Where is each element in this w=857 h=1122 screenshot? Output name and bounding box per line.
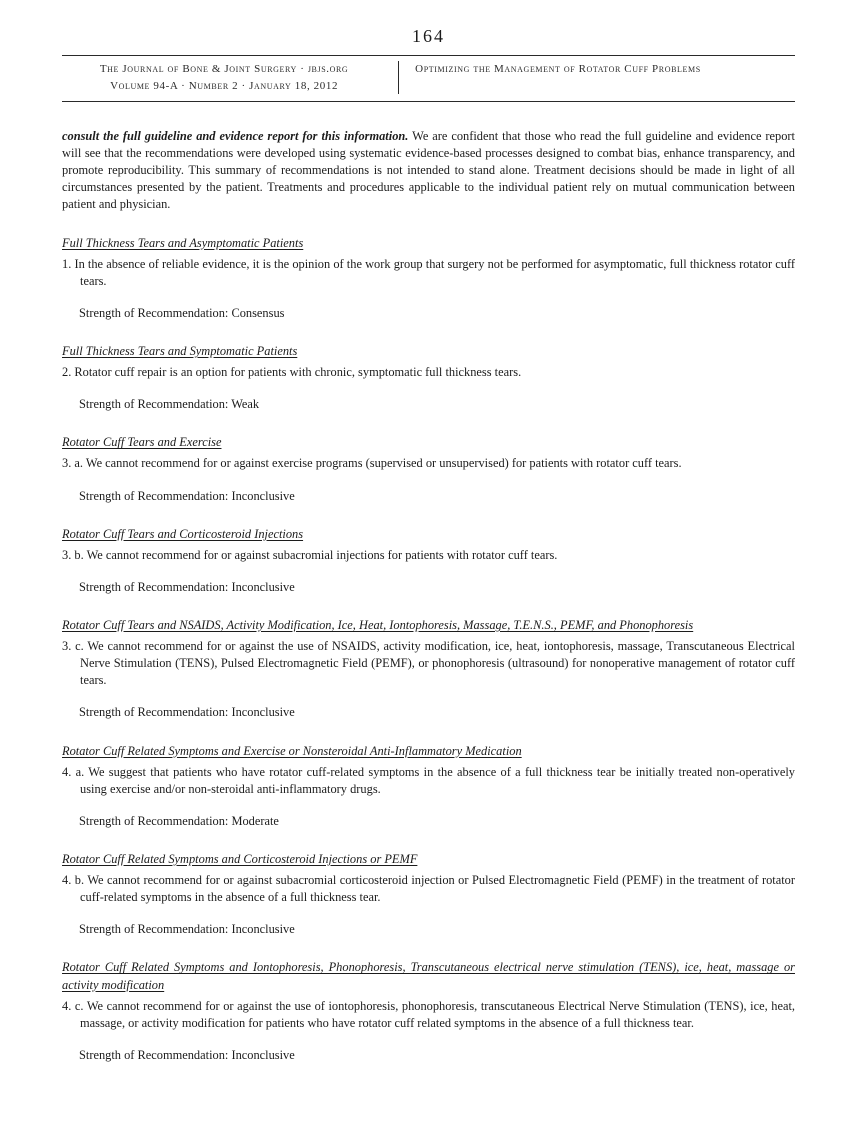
journal-masthead [62, 61, 399, 94]
page-number: 164 [412, 26, 445, 46]
journal-volume-line: Volume 94-A · Number 2 · January 18, 2012 [110, 79, 339, 92]
recommendation-section [62, 343, 795, 413]
recommendation-section [62, 235, 795, 322]
intro-paragraph [62, 128, 795, 214]
item-text: We suggest that patients who have rotator cuff-related symptoms in the absence of a full thickness tear be initially treated non-operatively using exercise and/or non-steroidal anti-inflammatory drugs. [80, 764, 795, 796]
intro-lead: consult the full guideline and evidence report for this information. [62, 129, 409, 143]
strength-line: Strength of Recommendation: Consensus [79, 305, 285, 320]
item-text: Rotator cuff repair is an option for patients with chronic, symptomatic full thickness tears. [74, 365, 522, 380]
recommendation-section [62, 617, 795, 722]
recommendation-section [62, 743, 795, 830]
item-number: 3. a. [62, 456, 83, 471]
item-text: In the absence of reliable evidence, it is the opinion of the work group that surgery not be performed for asymptomatic, full thickness rotator cuff tears. [74, 256, 795, 288]
strength-line: Strength of Recommendation: Inconclusive [79, 705, 295, 720]
strength-line: Strength of Recommendation: Weak [79, 397, 260, 412]
recommendation-item [62, 455, 795, 472]
item-number: 2. [62, 365, 72, 380]
recommendation-item [62, 256, 795, 290]
section-heading: Rotator Cuff Related Symptoms and Corticosteroid Injections or PEMF [62, 851, 418, 866]
item-number: 3. b. [62, 547, 84, 562]
section-heading: Rotator Cuff Tears and Corticosteroid Injections [62, 526, 304, 541]
header-rule-bottom [62, 101, 795, 102]
recommendation-section [62, 434, 795, 504]
recommendation-item [62, 547, 795, 564]
recommendation-item [62, 364, 795, 381]
section-heading: Rotator Cuff Tears and Exercise [62, 435, 222, 450]
section-heading: Rotator Cuff Related Symptoms and Exercise or Nonsteroidal Anti-Inflammatory Medication [62, 743, 522, 758]
journal-name-line: The Journal of Bone & Joint Surgery · jbjs.org [99, 63, 349, 75]
item-number: 1. [62, 256, 72, 271]
recommendation-item [62, 998, 795, 1032]
item-text: We cannot recommend for or against exercise programs (supervised or unsupervised) for patients with rotator cuff tears. [85, 456, 682, 471]
section-heading: Rotator Cuff Related Symptoms and Iontophoresis, Phonophoresis, Transcutaneous electrical nerve stimulation (TENS), ice, heat, massage or activity modification [62, 960, 795, 992]
item-number: 4. b. [62, 873, 85, 888]
item-text: We cannot recommend for or against the use of iontophoresis, phonophoresis, transcutaneous Electrical Nerve Stimulation (TENS), ice, heat, massage, or activity modification for patients who have rotator cuff related symptoms in the absence of a full thickness tear. [80, 998, 795, 1030]
recommendation-section [62, 959, 795, 1064]
item-text: We cannot recommend for or against subacromial injections for patients with rotator cuff tears. [86, 547, 558, 562]
recommendation-section [62, 851, 795, 938]
strength-line: Strength of Recommendation: Inconclusive [79, 922, 295, 937]
recommendation-item [62, 638, 795, 689]
item-text: We cannot recommend for or against subacromial corticosteroid injection or Pulsed Electromagnetic Field (PEMF) in the treatment of rotator cuff-related symptoms in the absence of a full thickness tear. [80, 873, 795, 905]
section-heading: Full Thickness Tears and Symptomatic Patients [62, 343, 298, 358]
recommendation-item [62, 764, 795, 798]
item-number: 4. c. [62, 998, 84, 1013]
strength-line: Strength of Recommendation: Moderate [79, 813, 279, 828]
item-number: 3. c. [62, 639, 84, 654]
intro-text: We are confident that those who read the full guideline and evidence report will see that the recommendations were developed using systematic evidence-based processes designed to combat bias, enhance transparency, and promote reproducibility. This summary of recommendations is not intended to stand alone. Treatment decisions should be made in light of all circumstances presented by the patient. Treatments and procedures applicable to the individual patient rely on mutual communication between patient and physician. [62, 129, 795, 212]
strength-line: Strength of Recommendation: Inconclusive [79, 1047, 295, 1062]
journal-header [62, 56, 795, 101]
strength-line: Strength of Recommendation: Inconclusive [79, 579, 295, 594]
section-heading: Full Thickness Tears and Asymptomatic Patients [62, 235, 304, 250]
item-number: 4. a. [62, 764, 85, 779]
article-body [62, 128, 795, 1064]
recommendation-item [62, 872, 795, 906]
recommendation-section [62, 526, 795, 596]
section-heading: Rotator Cuff Tears and NSAIDS, Activity Modification, Ice, Heat, Iontophoresis, Massage, T.E.N.S., PEMF, and Phonophoresis [62, 617, 694, 632]
running-title: Optimizing the Management of Rotator Cuff Problems [415, 63, 701, 75]
strength-line: Strength of Recommendation: Inconclusive [79, 488, 295, 503]
item-text: We cannot recommend for or against the use of NSAIDS, activity modification, ice, heat, iontophoresis, massage, Transcutaneous Electrical Nerve Stimulation (TENS), Pulsed Electromagnetic Field (PEMF), or phonophoresis (ultrasound) for nonoperative management of rotator cuff tears. [80, 639, 795, 688]
